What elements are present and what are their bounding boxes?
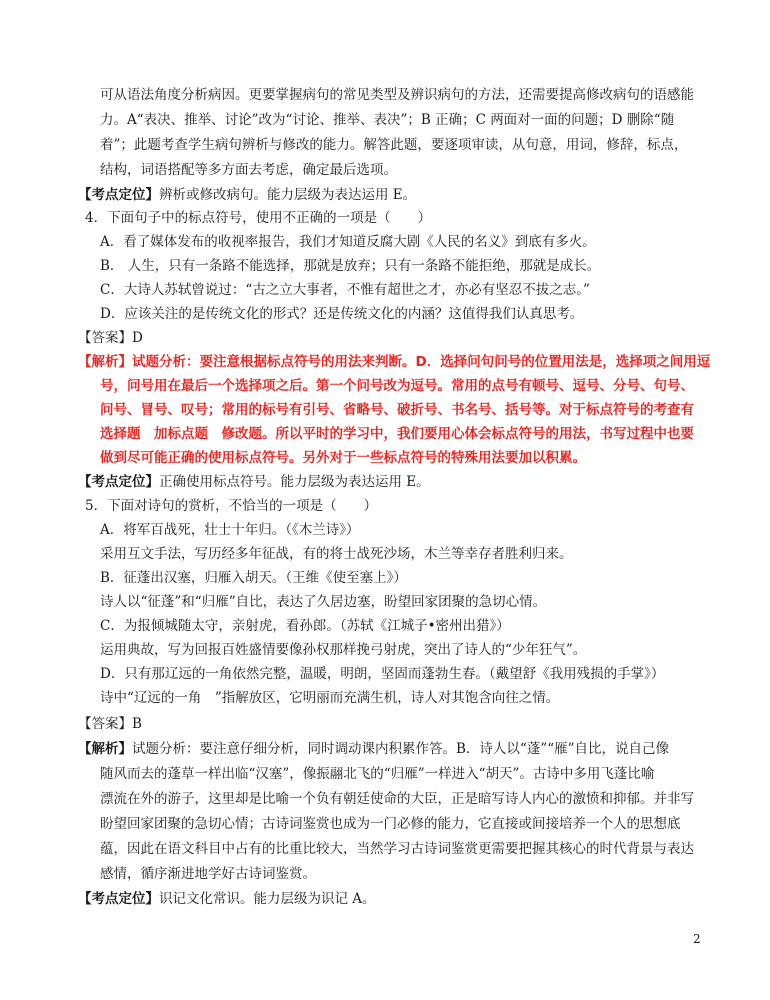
q5-analysis-line-6: 感情，循序渐进地学好古诗词鉴赏。 — [100, 866, 316, 882]
q4-analysis-line-5: 做到尽可能正确的使用标点符号。另外对于一些标点符号的特殊用法要加以积累。 — [100, 450, 586, 466]
q5-analysis-line-2: 随风而去的蓬草一样出临“汉塞”，像振翮北飞的“归雁”一样进入“胡天”。古诗中多用飞蓬比喻 — [100, 766, 655, 782]
q5-analysis-line-5: 蕴，因此在语文科目中占有的比重比较大，当然学习古诗词鉴赏更需要把握其核心的时代背景与表达 — [100, 841, 694, 857]
q4-answer: 【答案】D — [78, 330, 143, 346]
q4-option-d: D．应该关注的是传统文化的形式？还是传统文化的内涵？这值得我们认真思考。 — [100, 306, 584, 322]
q4-analysis-line-1 — [78, 353, 710, 371]
q5-line-3: B．征蓬出汉塞，归雁入胡天。（王维《使至塞上》） — [100, 570, 407, 586]
q5-line-8: 诗中“辽远的一角 ”指解放区，它明丽而充满生机，诗人对其饱含向往之情。 — [100, 690, 560, 706]
q5-analysis-line-1 — [78, 740, 669, 758]
analysis-text: 试题分析：要注意根据标点符号的用法来判断。D．选择问句问号的位置用法是，选择项之间用逗 — [132, 354, 711, 370]
q5-line-2: 采用互文手法，写历经多年征战，有的将士战死沙场，木兰等幸存者胜利归来。 — [100, 546, 573, 562]
q3-analysis-line-1: 可从语法角度分析病因。更要掌握病句的常见类型及辨识病句的方法，还需要提高修改病句的语感能 — [100, 87, 694, 103]
q5-line-5: C．为报倾城随太守，亲射虎，看孙郎。（苏轼《江城子•密州出猎》） — [100, 618, 510, 634]
q5-line-7: D．只有那辽远的一角依然完整，温暖，明朗，坚固而蓬勃生春。（戴望舒《我用残损的手掌》） — [100, 666, 665, 682]
q5-stem: 5．下面对诗句的赏析，不恰当的一项是（ ） — [85, 498, 378, 514]
kaodian-text: 正确使用标点符号。能力层级为表达运用 E。 — [159, 474, 430, 490]
q5-analysis-line-3: 漂流在外的游子，这里却是比喻一个负有朝廷使命的大臣，正是暗写诗人内心的激愤和抑郁。并非写 — [100, 791, 694, 807]
q4-option-c: C．大诗人苏轼曾说过：“古之立大事者，不惟有超世之才，亦必有坚忍不拔之志。” — [100, 282, 590, 298]
q4-analysis-line-3: 问号、冒号、叹号；常用的标号有引号、省略号、破折号、书名号、括号等。对于标点符号的考查有 — [100, 402, 694, 418]
kaodian-tag: 【考点定位】 — [78, 891, 159, 907]
page-number: 2 — [693, 932, 701, 946]
kaodian-text: 辨析或修改病句。能力层级为表达运用 E。 — [159, 187, 417, 203]
kaodian-tag: 【考点定位】 — [78, 474, 159, 490]
q3-analysis-line-2: 力。A“表决、推举、讨论”改为“讨论、推举、表决”；B 正确；C 两面对一面的问题；D 删除“随 — [100, 112, 675, 128]
q4-kaodian — [78, 473, 430, 491]
kaodian-tag: 【考点定位】 — [78, 187, 159, 203]
q4-option-a: A．看了媒体发布的收视率报告，我们才知道反腐大剧《人民的名义》到底有多火。 — [100, 234, 596, 250]
kaodian-text: 识记文化常识。能力层级为识记 A。 — [159, 891, 376, 907]
q3-analysis-line-4: 结构，词语搭配等多方面去考虑，确定最后选项。 — [100, 162, 397, 178]
q5-line-1: A．将军百战死，壮士十年归。（《木兰诗》） — [100, 522, 360, 538]
q4-option-b: B． 人生，只有一条路不能选择，那就是放弃；只有一条路不能拒绝，那就是成长。 — [100, 258, 601, 274]
analysis-text: 试题分析：要注意仔细分析，同时调动课内积累作答。B．诗人以“蓬”“雁”自比，说自己像 — [132, 741, 670, 757]
q5-kaodian — [78, 890, 376, 908]
q5-line-6: 运用典故，写为回报百姓盛情要像孙权那样挽弓射虎，突出了诗人的“少年狂气”。 — [100, 642, 587, 658]
q5-analysis-line-4: 盼望回家团聚的急切心情；古诗词鉴赏也成为一门必修的能力，它直接或间接培养一个人的思想底 — [100, 816, 681, 832]
q4-analysis-line-2: 号，问号用在最后一个选择项之后。第一个问号改为逗号。常用的点号有顿号、逗号、分号、句号、 — [100, 378, 694, 394]
q5-answer: 【答案】B — [78, 716, 142, 732]
analysis-tag: 【解析】 — [78, 741, 132, 757]
q4-analysis-line-4: 选择题 加标点题 修改题。所以平时的学习中，我们要用心体会标点符号的用法，书写过程中也要 — [100, 426, 694, 442]
q4-stem: 4．下面句子中的标点符号，使用不正确的一项是（ ） — [85, 210, 432, 226]
q3-analysis-line-3: 着”；此题考查学生病句辨析与修改的能力。解答此题，要逐项审读，从句意，用词，修辞，标点， — [100, 137, 688, 153]
q3-kaodian — [78, 186, 416, 204]
q5-line-4: 诗人以“征蓬”和“归雁”自比，表达了久居边塞，盼望回家团聚的急切心情。 — [100, 594, 547, 610]
analysis-tag: 【解析】 — [78, 354, 132, 370]
